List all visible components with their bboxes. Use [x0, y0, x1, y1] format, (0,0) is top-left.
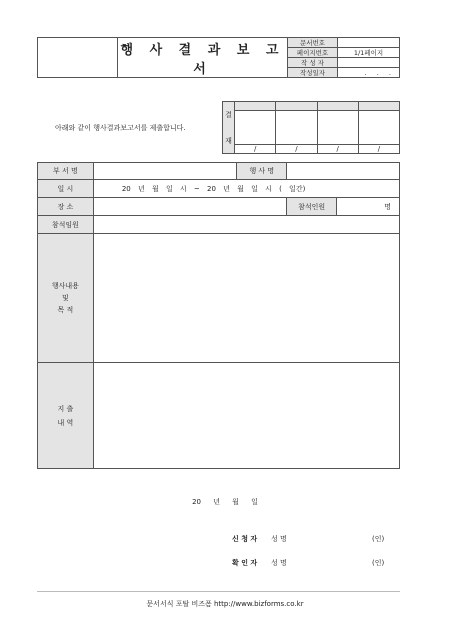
- applicant-seal: (인): [372, 535, 385, 543]
- approval-title-4[interactable]: [358, 102, 399, 111]
- doc-number-label: 문서번호: [288, 38, 338, 48]
- attendees-count-field[interactable]: 명: [337, 198, 400, 216]
- footer-text: 문서서식 포탈 비즈폼 http://www.bizforms.co.kr: [146, 600, 304, 608]
- expense-label: [38, 363, 94, 469]
- approval-label: [223, 102, 235, 154]
- content-label: [38, 234, 94, 363]
- approval-label-bottom: 재: [225, 136, 232, 145]
- approval-title-3[interactable]: [317, 102, 358, 111]
- confirmer-seal: (인): [372, 559, 385, 567]
- expense-label-line-2: 내 역: [57, 418, 74, 427]
- document-header: [37, 37, 400, 78]
- place-label: 장 소: [38, 198, 94, 216]
- applicant-name-label: 성 명: [271, 535, 287, 543]
- author-field[interactable]: [338, 58, 400, 68]
- datetime-label: 일 시: [38, 180, 94, 198]
- content-label-line-2: 및: [62, 294, 69, 302]
- footer-divider: [37, 591, 400, 592]
- attendees-count-label: 참석인원: [287, 198, 337, 216]
- approval-title-1[interactable]: [235, 102, 276, 111]
- approval-title-2[interactable]: [276, 102, 317, 111]
- dept-label: 부 서 명: [38, 163, 94, 180]
- approval-date-4[interactable]: /: [358, 145, 399, 154]
- approval-label-top: 결: [225, 110, 232, 119]
- approval-sign-3[interactable]: [317, 111, 358, 145]
- approval-date-3[interactable]: /: [317, 145, 358, 154]
- confirmer-name-label: 성 명: [271, 559, 287, 567]
- attendees-field[interactable]: [93, 216, 399, 234]
- approval-date-1[interactable]: /: [235, 145, 276, 154]
- content-label-line-1: 행사내용: [51, 282, 79, 290]
- expense-field[interactable]: [93, 363, 399, 469]
- confirmer-name-field[interactable]: [301, 554, 367, 568]
- dept-field[interactable]: [93, 163, 237, 180]
- confirmer-role: [232, 558, 257, 568]
- intro-text: 아래와 같이 행사결과보고서를 제출합니다.: [55, 124, 186, 132]
- approval-label-gap: [223, 120, 234, 136]
- document-title: 행 사 결 과 보 고 서: [118, 38, 288, 78]
- page-number-label: 페이지번호: [288, 48, 338, 58]
- datetime-field[interactable]: 20 년 월 일 시 ~ 20 년 월 일 시 ( 일간): [93, 180, 399, 198]
- header-spacer: [38, 38, 118, 78]
- date-field[interactable]: . . .: [338, 68, 400, 78]
- doc-number-field[interactable]: [338, 38, 400, 48]
- approval-sign-4[interactable]: [358, 111, 399, 145]
- place-field[interactable]: [93, 198, 286, 216]
- applicant-role-text: 신 청 자: [232, 535, 258, 543]
- author-label: 작 성 자: [288, 58, 338, 68]
- content-field[interactable]: [93, 234, 399, 363]
- approval-date-2[interactable]: /: [276, 145, 317, 154]
- applicant-name-field[interactable]: [301, 530, 367, 544]
- approval-sign-2[interactable]: [276, 111, 317, 145]
- date-label: 작성일자: [288, 68, 338, 78]
- event-name-label: 행 사 명: [237, 163, 287, 180]
- submission-date[interactable]: 20 년 월 일: [192, 498, 258, 506]
- applicant-role: [232, 534, 257, 544]
- expense-label-line-1: 지 출: [57, 404, 74, 413]
- report-form: [37, 162, 400, 469]
- event-name-field[interactable]: [287, 163, 400, 180]
- confirmer-role-text: 확 인 자: [232, 559, 258, 567]
- attendees-label: 참석임원: [38, 216, 94, 234]
- approval-box: [222, 101, 400, 154]
- content-label-line-3: 목 적: [57, 306, 74, 314]
- page-number-value: 1/1페이지: [338, 48, 400, 58]
- approval-sign-1[interactable]: [235, 111, 276, 145]
